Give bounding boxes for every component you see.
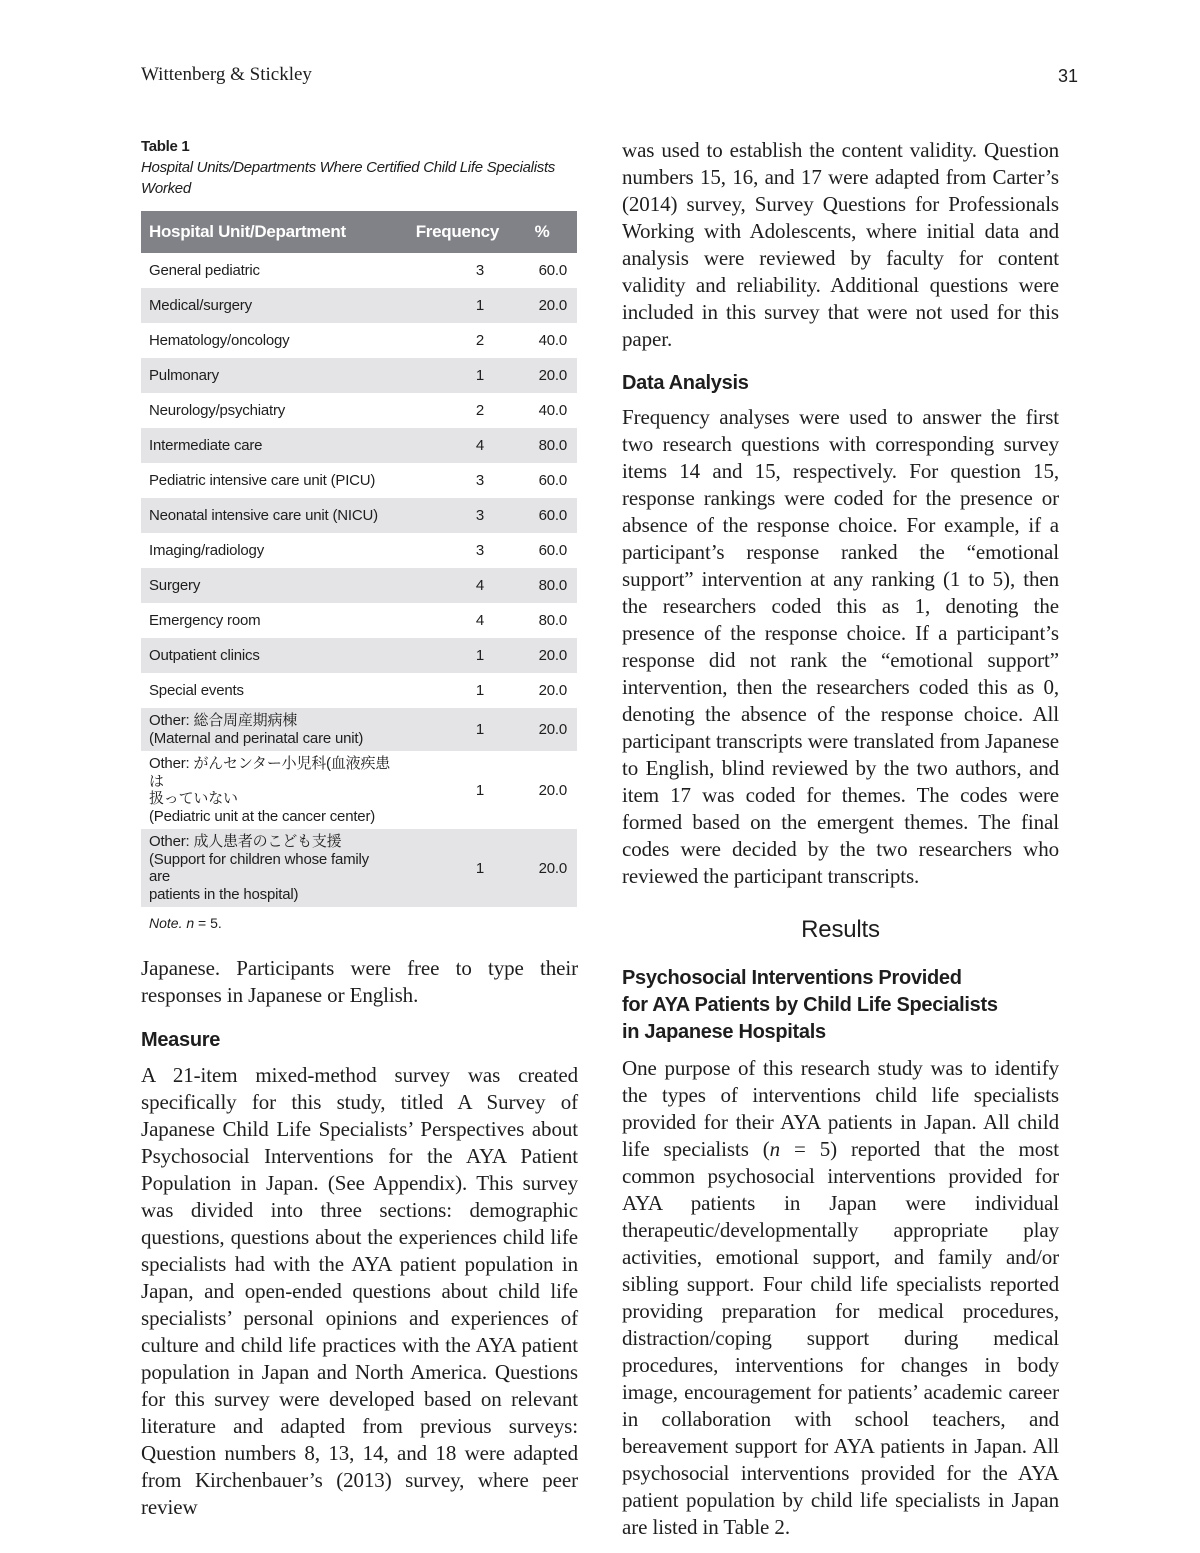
page-number: 31	[1057, 66, 1078, 86]
table-row	[141, 498, 577, 533]
paragraph-results	[622, 1055, 1059, 1541]
unit-line: Other: 総合周産期病棟	[149, 712, 298, 729]
unit-cell: Hematology/oncology	[149, 332, 290, 349]
heading-measure: Measure	[141, 1029, 221, 1051]
column-header-percent: %	[507, 211, 577, 253]
percent-cell: 20.0	[507, 288, 577, 323]
frequency-cell: 1	[401, 829, 507, 907]
percent-cell: 80.0	[538, 612, 567, 629]
frequency-cell: 1	[401, 288, 507, 323]
table-row	[141, 358, 577, 393]
unit-cell: Emergency room	[149, 612, 261, 629]
unit-cell: Special events	[149, 682, 244, 699]
unit-cell: Neonatal intensive care unit (NICU)	[141, 498, 401, 533]
frequency-cell: 2	[475, 332, 484, 349]
results-text-a: One purpose of this research study was to identify the types of interventions child life specialists provided for their AYA patients in Japan. All child life specialists (	[622, 1056, 1059, 1161]
frequency-cell: 4	[401, 428, 507, 463]
frequency-cell: 3	[401, 498, 507, 533]
percent-cell: 60.0	[507, 498, 577, 533]
percent-cell: 20.0	[507, 708, 577, 751]
frequency-cell: 2	[475, 402, 484, 419]
subheading-line: in Japanese Hospitals	[622, 1021, 826, 1043]
paragraph-continued: was used to establish the content validity. Question numbers 15, 16, and 17 were adapted from Carter’s (2014) survey, Survey Questions for Professionals Working with Adolescents, where initial data and analysis were reviewed by faculty for content validity and reliability. Additional questions were included in this survey that were not used for this paper.	[622, 138, 1059, 351]
table-row	[141, 253, 577, 288]
frequency-cell: 1	[401, 708, 507, 751]
heading-data-analysis: Data Analysis	[622, 372, 749, 394]
unit-line: (Maternal and perinatal care unit)	[149, 729, 364, 747]
unit-cell: Surgery	[141, 568, 401, 603]
heading-results: Results	[801, 916, 880, 943]
unit-cell: Medical/surgery	[141, 288, 401, 323]
table-row	[141, 393, 577, 428]
table-row	[141, 288, 577, 323]
percent-cell: 60.0	[538, 472, 567, 489]
unit-cell: Intermediate care	[141, 428, 401, 463]
unit-cell: Pulmonary	[141, 358, 401, 393]
table-row	[141, 673, 577, 708]
percent-cell: 20.0	[507, 638, 577, 673]
subheading-line: Psychosocial Interventions Provided	[622, 967, 962, 989]
unit-cell: General pediatric	[149, 262, 260, 279]
table-row	[141, 428, 577, 463]
percent-cell: 80.0	[507, 428, 577, 463]
unit-cell	[141, 829, 401, 907]
table-note	[141, 915, 578, 931]
note-n: n	[186, 915, 195, 931]
subheading-line: for AYA Patients by Child Life Specialists	[622, 994, 998, 1016]
results-n: n	[769, 1137, 781, 1161]
table-caption: Hospital Units/Departments Where Certified Child Life Specialists Worked	[141, 159, 556, 197]
column-header-unit: Hospital Unit/Department	[141, 211, 401, 253]
table-row	[141, 751, 577, 829]
frequency-cell: 4	[475, 612, 484, 629]
paragraph-japanese: Japanese. Participants were free to type their responses in Japanese or English.	[141, 956, 578, 1007]
table-row	[141, 638, 577, 673]
table-number: Table 1	[141, 138, 190, 155]
right-column	[622, 137, 1059, 1541]
table-header-row	[141, 211, 577, 253]
percent-cell: 20.0	[538, 781, 567, 799]
unit-line: 扱っていない	[149, 790, 238, 807]
unit-cell	[141, 708, 401, 751]
frequency-cell: 1	[401, 358, 507, 393]
unit-line: (Support for children whose family are	[149, 850, 369, 885]
frequency-table	[141, 211, 577, 907]
table-row	[141, 323, 577, 358]
frequency-cell: 1	[401, 638, 507, 673]
unit-cell	[141, 751, 401, 829]
table-row	[141, 708, 577, 751]
paragraph-data-analysis: Frequency analyses were used to answer the first two research questions with corresponding survey items 14 and 15, respectively. For question 15, response rankings were coded for the presence or absence of the response choice. For example, if a participant’s response ranked the “emotional support” intervention at any ranking (1 to 5), then the researchers coded this as 1, denoting the presence of the response choice. If a participant’s response did not rank the “emotional support” intervention, then the researchers coded this as 0, denoting the absence of the response choice. All participant transcripts were translated from Japanese to English, blind reviewed by the two authors, and item 17 was coded for themes. The codes were formed based on the emergent themes. The final codes were decided by the two researchers who reviewed the participant transcripts.	[622, 405, 1059, 888]
unit-line: patients in the hospital)	[149, 885, 299, 903]
unit-cell: Neurology/psychiatry	[149, 402, 286, 419]
frequency-cell: 3	[475, 262, 484, 279]
percent-cell: 40.0	[538, 402, 567, 419]
left-column	[141, 138, 578, 1521]
column-header-frequency: Frequency	[401, 211, 507, 253]
table-row	[141, 533, 577, 568]
note-rest: = 5.	[194, 915, 222, 931]
percent-cell: 80.0	[507, 568, 577, 603]
percent-cell: 20.0	[507, 829, 577, 907]
table-row	[141, 568, 577, 603]
paragraph-measure: A 21-item mixed-method survey was created specifically for this study, titled A Survey of Japanese Child Life Specialists’ Perspectives about Psychosocial Interventions for the AYA Patient Population in Japan. (See Appendix). This survey was divided into three sections: demographic questions, questions about the experiences child life specialists had with the AYA patient population in Japan, and open-ended questions about child life specialists’ personal opinions and experiences of culture and child life practices with the AYA patient population in Japan and North America. Questions for this survey were developed based on relevant literature and adapted from previous surveys: Question numbers 8, 13, 14, and 18 were adapted from Kirchenbauer’s (2013) survey, where peer review	[141, 1063, 578, 1519]
unit-line: Other: がんセンター小児科(血液疾患は	[149, 755, 391, 790]
table-row	[141, 603, 577, 638]
frequency-cell: 3	[475, 542, 484, 559]
frequency-cell: 1	[475, 682, 484, 699]
percent-cell: 40.0	[538, 332, 567, 349]
table-row	[141, 463, 577, 498]
unit-line: (Pediatric unit at the cancer center)	[149, 807, 376, 825]
unit-cell: Imaging/radiology	[149, 542, 265, 559]
running-head: Wittenberg & Stickley	[141, 64, 312, 85]
percent-cell: 60.0	[538, 262, 567, 279]
percent-cell: 20.0	[507, 358, 577, 393]
percent-cell: 60.0	[538, 542, 567, 559]
note-label: Note.	[149, 915, 183, 931]
unit-line: Other: 成人患者のこども支援	[149, 833, 342, 850]
frequency-cell: 1	[475, 781, 484, 799]
subheading-interventions	[622, 965, 1059, 1046]
table-row	[141, 829, 577, 907]
unit-cell: Outpatient clinics	[141, 638, 401, 673]
frequency-cell: 4	[401, 568, 507, 603]
unit-cell: Pediatric intensive care unit (PICU)	[149, 472, 376, 489]
percent-cell: 20.0	[538, 682, 567, 699]
frequency-cell: 3	[475, 472, 484, 489]
results-text-b: = 5) reported that the most common psychosocial interventions provided for AYA patients in Japan were individual therapeutic/developmentally appropriate play activities, emotional support, and family and/or sibling support. Four child life specialists reported providing preparation for medical procedures, distraction/coping support during medical procedures, interventions for changes in body image, encouragement for patients’ academic career in collaboration with school teachers, and bereavement support for AYA patients in Japan. All psychosocial interventions provided for the AYA patient population by child life specialists in Japan are listed in Table 2.	[622, 1137, 1059, 1539]
